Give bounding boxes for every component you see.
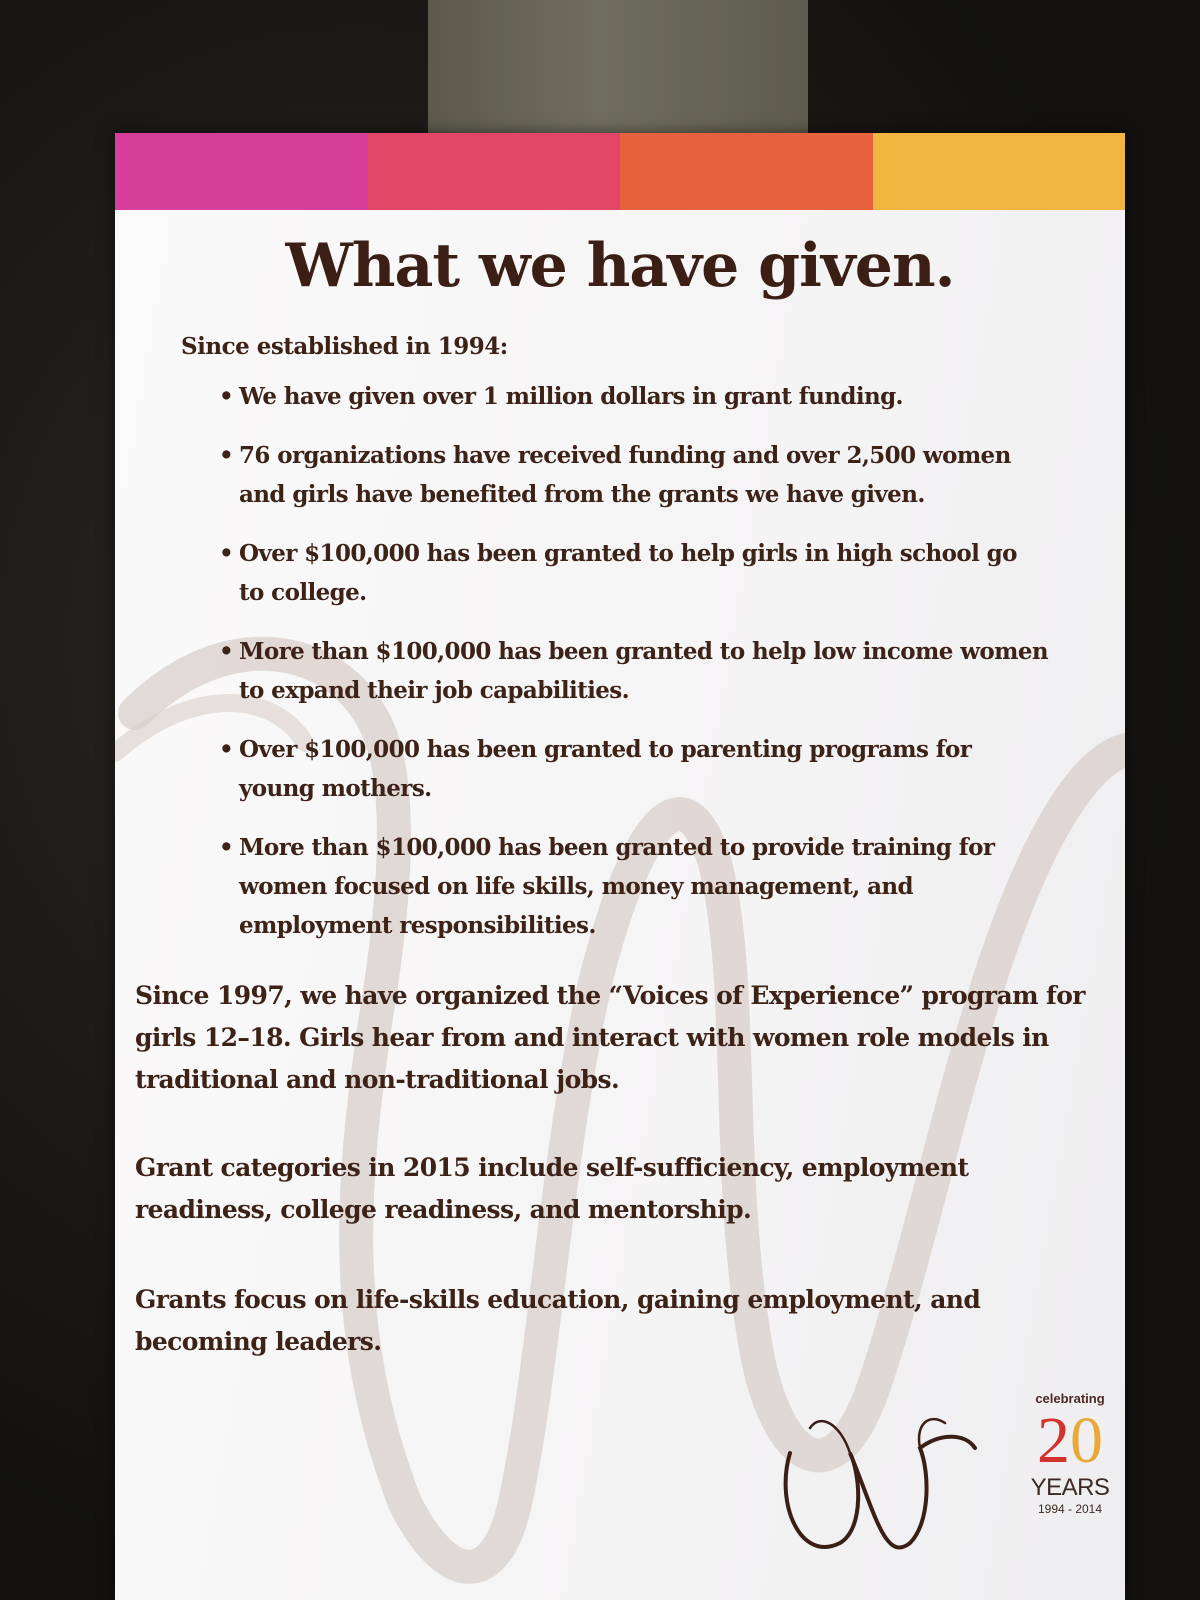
bullet-text: More than $100,000 has been granted to help low income women to expand their job capabilities. (239, 638, 1049, 704)
bullet-text: Over $100,000 has been granted to parenting programs for young mothers. (239, 736, 972, 802)
grants-focus-paragraph: Grants focus on life-skills education, gaining employment, and becoming leaders. (135, 1285, 981, 1356)
bullet-item (219, 534, 1049, 612)
bullet-dot-icon: • (219, 834, 234, 861)
bullet-text: Over $100,000 has been granted to help girls in high school go to college. (239, 540, 1017, 606)
w-logo-icon (780, 1393, 980, 1583)
badge-celebrating: celebrating (1035, 1391, 1105, 1406)
bullet-item (219, 730, 1049, 808)
badge-years: YEARS (1030, 1474, 1110, 1501)
bullet-dot-icon: • (219, 383, 234, 410)
poster-title: What we have given. (285, 231, 955, 301)
wooden-pillar (428, 0, 808, 150)
anniversary-badge (1020, 1391, 1120, 1516)
bullet-item (219, 436, 1049, 514)
bullet-dot-icon: • (219, 442, 234, 469)
voices-paragraph: Since 1997, we have organized the “Voices of Experience” program for girls 12–18. Girls hear from and interact with women role models in traditional and non-traditional jobs. (135, 981, 1085, 1094)
badge-digit-two: 2 (1037, 1404, 1070, 1477)
grant-categories-paragraph: Grant categories in 2015 include self-sufficiency, employment readiness, college readiness, and mentorship. (135, 1153, 969, 1224)
badge-digit-zero: 0 (1070, 1404, 1103, 1477)
poster (115, 133, 1125, 1600)
bullet-item (219, 828, 1049, 945)
bullet-text: We have given over 1 million dollars in grant funding. (239, 383, 903, 410)
poster-content (115, 133, 1125, 1600)
bullet-item (219, 632, 1049, 710)
bullet-text: More than $100,000 has been granted to provide training for women focused on life skills, money management, and employment responsibilities. (239, 834, 995, 939)
bullet-text: 76 organizations have received funding and over 2,500 women and girls have benefited from the grants we have given. (239, 442, 1011, 508)
bullet-dot-icon: • (219, 736, 234, 763)
badge-twenty (1020, 1404, 1120, 1477)
bullet-dot-icon: • (219, 540, 234, 567)
badge-range: 1994 - 2014 (1037, 1502, 1103, 1516)
bullet-list (219, 377, 1049, 965)
intro-text: Since established in 1994: (181, 333, 508, 360)
bullet-item (219, 377, 1049, 416)
bullet-dot-icon: • (219, 638, 234, 665)
